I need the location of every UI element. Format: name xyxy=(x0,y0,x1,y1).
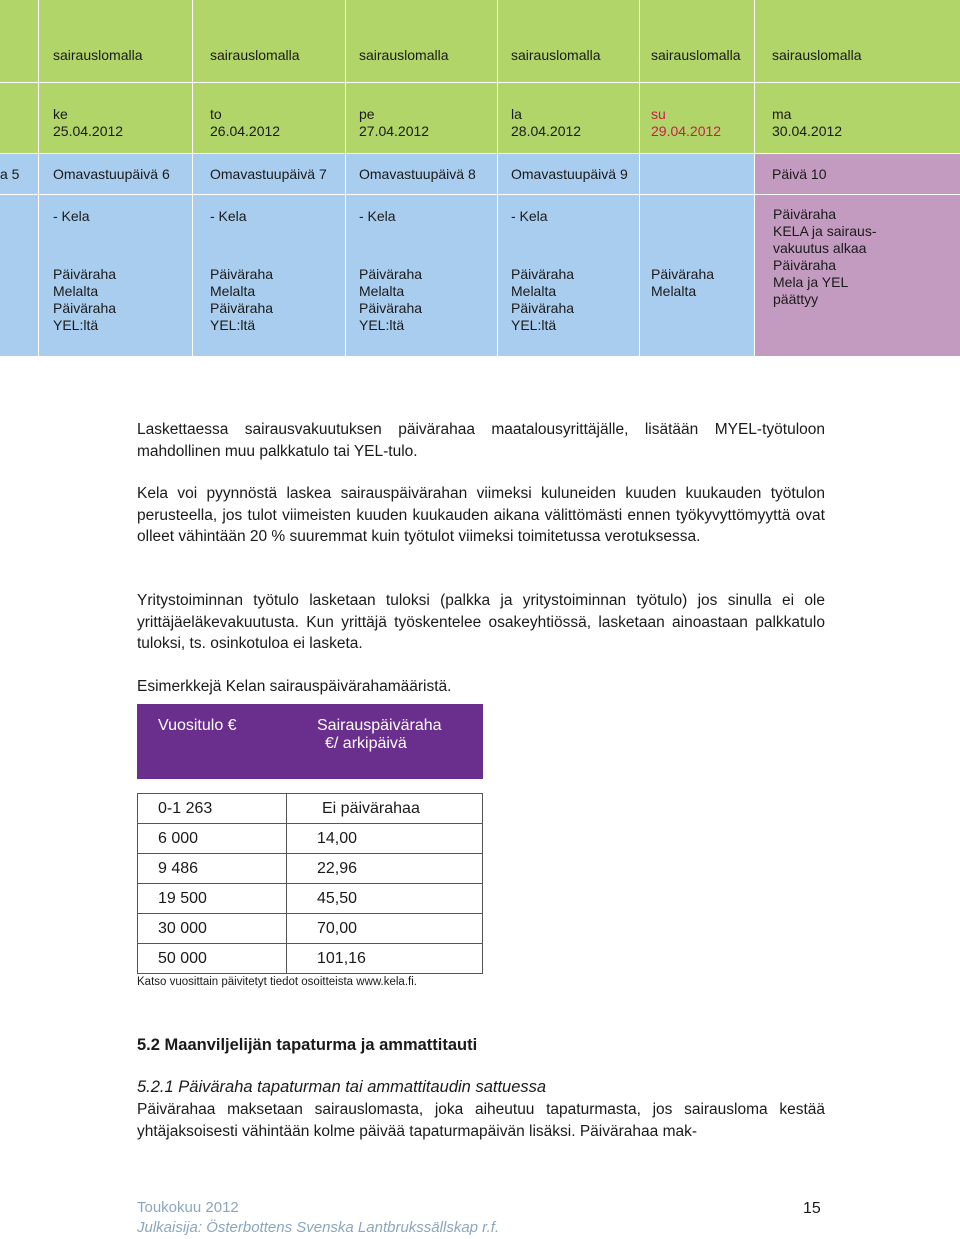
cell: 19 500 xyxy=(138,884,287,914)
day-label: Omavastuupäivä 9 xyxy=(511,166,628,182)
line: Päiväraha xyxy=(773,206,837,222)
column-header xyxy=(287,705,483,779)
kela-label: - Kela xyxy=(53,208,90,224)
date-cell xyxy=(53,106,123,140)
table-row xyxy=(138,884,483,914)
status-cell: sairauslomalla xyxy=(511,47,601,63)
divider xyxy=(0,153,960,154)
paragraph: Laskettaessa sairausvakuutuksen päivärahaa maatalousyrittäjälle, lisätään MYEL-työtuloon mahdollinen muu palkkatulo tai YEL-tulo. xyxy=(137,421,825,460)
status-cell: sairauslomalla xyxy=(359,47,449,63)
date-cell-sunday xyxy=(651,106,721,140)
line: KELA ja sairaus- xyxy=(773,223,877,239)
status-cell: sairauslomalla xyxy=(53,47,143,63)
date-cell xyxy=(359,106,429,140)
spacer xyxy=(287,779,483,794)
benefit-cell xyxy=(359,266,422,334)
page-number: 15 xyxy=(803,1200,821,1217)
sickness-allowance-table xyxy=(137,704,483,974)
line: Päiväraha xyxy=(53,266,117,282)
day-label: Omavastuupäivä 6 xyxy=(53,166,170,182)
line: Päiväraha xyxy=(210,300,274,316)
benefit-cell xyxy=(210,266,273,334)
status-cell: sairauslomalla xyxy=(210,47,300,63)
footer-publisher: Julkaisija: Österbottens Svenska Lantbrukssällskap r.f. xyxy=(137,1219,500,1236)
cell: 6 000 xyxy=(138,824,287,854)
section-heading: 5.2 Maanviljelijän tapaturma ja ammattitauti xyxy=(137,1036,478,1054)
line: Päiväraha xyxy=(53,300,117,316)
footer-date: Toukokuu 2012 xyxy=(137,1199,239,1216)
line: YEL:ltä xyxy=(210,317,256,333)
line: Päiväraha xyxy=(651,266,715,282)
cell: 101,16 xyxy=(287,944,483,974)
line: Melalta xyxy=(511,283,557,299)
benefit-cell xyxy=(511,266,574,334)
day-date: 27.04.2012 xyxy=(359,123,430,139)
paragraph: Yritystoiminnan työtulo lasketaan tuloksi (palkka ja yritystoiminnan työtulo) jos sinulla ei ole yrittäjäeläkevakuutusta. Kun yrittäjä työskentelee osakeyhtiössä, lasketaan ainoastaan palkkatulo tuloksi, ts. osinkotuloa ei lasketa. xyxy=(137,592,825,652)
table-row xyxy=(138,914,483,944)
line: Päiväraha xyxy=(210,266,274,282)
status-cell: sairauslomalla xyxy=(772,47,862,63)
line: YEL:ltä xyxy=(359,317,405,333)
cell: 45,50 xyxy=(287,884,483,914)
day-date: 29.04.2012 xyxy=(651,123,722,139)
source-note: Katso vuosittain päivitetyt tiedot osoitteista www.kela.fi. xyxy=(137,976,417,988)
day-label: Omavastuupäivä 8 xyxy=(359,166,476,182)
divider xyxy=(639,0,640,356)
line: Päiväraha xyxy=(511,266,575,282)
line: Melalta xyxy=(210,283,256,299)
line: vakuutus alkaa xyxy=(773,240,867,256)
cell: 22,96 xyxy=(287,854,483,884)
line: päättyy xyxy=(773,291,819,307)
day-label-partial: a 5 xyxy=(0,166,20,182)
line: Melalta xyxy=(651,283,697,299)
date-cell xyxy=(210,106,280,140)
paragraph: Päivärahaa maksetaan sairauslomasta, joka aiheutuu tapaturmasta, jos sairausloma kestää yhtäjaksoisesti vähintään kolme päivää tapaturmapäivän lisäksi. Päivärahaa mak- xyxy=(137,1101,825,1140)
spacer xyxy=(138,779,287,794)
kela-label: - Kela xyxy=(359,208,396,224)
cell: 70,00 xyxy=(287,914,483,944)
cell: 0-1 263 xyxy=(138,794,287,824)
paragraph: Esimerkkejä Kelan sairauspäivärahamääristä. xyxy=(137,678,452,695)
benefit-cell xyxy=(53,266,116,334)
cell: 14,00 xyxy=(287,824,483,854)
line: Päiväraha xyxy=(359,266,423,282)
day-name: la xyxy=(511,106,522,122)
day-date: 26.04.2012 xyxy=(210,123,281,139)
line: YEL:ltä xyxy=(53,317,99,333)
paragraph: Kela voi pyynnöstä laskea sairauspäivärahan viimeksi kuluneiden kuuden kuukauden työtulon perusteella, jos tulot viimeisten kuuden kuukauden aikana välittömästi ennen työkyvyttömyyttä ovat olleet vähintään 20 % suuremmat kuin työtulot viimeksi toimitetussa verotuksessa. xyxy=(137,485,825,545)
header-line: €/ arkipäivä xyxy=(325,735,407,752)
table-header-row xyxy=(138,705,483,779)
divider xyxy=(38,0,39,356)
kela-label: - Kela xyxy=(210,208,247,224)
line: Päiväraha xyxy=(773,257,837,273)
line: Päiväraha xyxy=(511,300,575,316)
status-cell: sairauslomalla xyxy=(651,47,741,63)
table-row xyxy=(138,794,483,824)
table-row xyxy=(138,944,483,974)
line: Mela ja YEL xyxy=(773,274,849,290)
line: Melalta xyxy=(359,283,405,299)
table-row xyxy=(138,824,483,854)
table-row xyxy=(138,854,483,884)
column-header: Vuositulo € xyxy=(138,705,287,779)
day-name: ke xyxy=(53,106,68,122)
divider xyxy=(192,0,193,356)
day-date: 28.04.2012 xyxy=(511,123,582,139)
divider xyxy=(0,194,960,195)
cell: 30 000 xyxy=(138,914,287,944)
day-name: su xyxy=(651,106,666,122)
line: YEL:ltä xyxy=(511,317,557,333)
day-name: pe xyxy=(359,106,375,122)
line: Melalta xyxy=(53,283,99,299)
day-label: Omavastuupäivä 7 xyxy=(210,166,327,182)
cell: 9 486 xyxy=(138,854,287,884)
header-line: Sairauspäiväraha xyxy=(317,717,442,734)
day-date: 25.04.2012 xyxy=(53,123,124,139)
day-date: 30.04.2012 xyxy=(772,123,843,139)
subsection-heading: 5.2.1 Päiväraha tapaturman tai ammattitaudin sattuessa xyxy=(137,1078,547,1096)
day-label: Päivä 10 xyxy=(772,166,827,182)
cell: 50 000 xyxy=(138,944,287,974)
benefit-cell-last xyxy=(773,206,877,308)
day-name: ma xyxy=(772,106,792,122)
divider xyxy=(345,0,346,356)
divider xyxy=(497,0,498,356)
divider xyxy=(0,82,960,83)
kela-label: - Kela xyxy=(511,208,548,224)
divider xyxy=(754,0,755,356)
benefit-cell-sunday xyxy=(651,266,714,300)
cell: Ei päivärahaa xyxy=(287,794,483,824)
date-cell xyxy=(772,106,842,140)
day-name: to xyxy=(210,106,222,122)
spacer-row xyxy=(138,779,483,794)
line: Päiväraha xyxy=(359,300,423,316)
date-cell xyxy=(511,106,581,140)
